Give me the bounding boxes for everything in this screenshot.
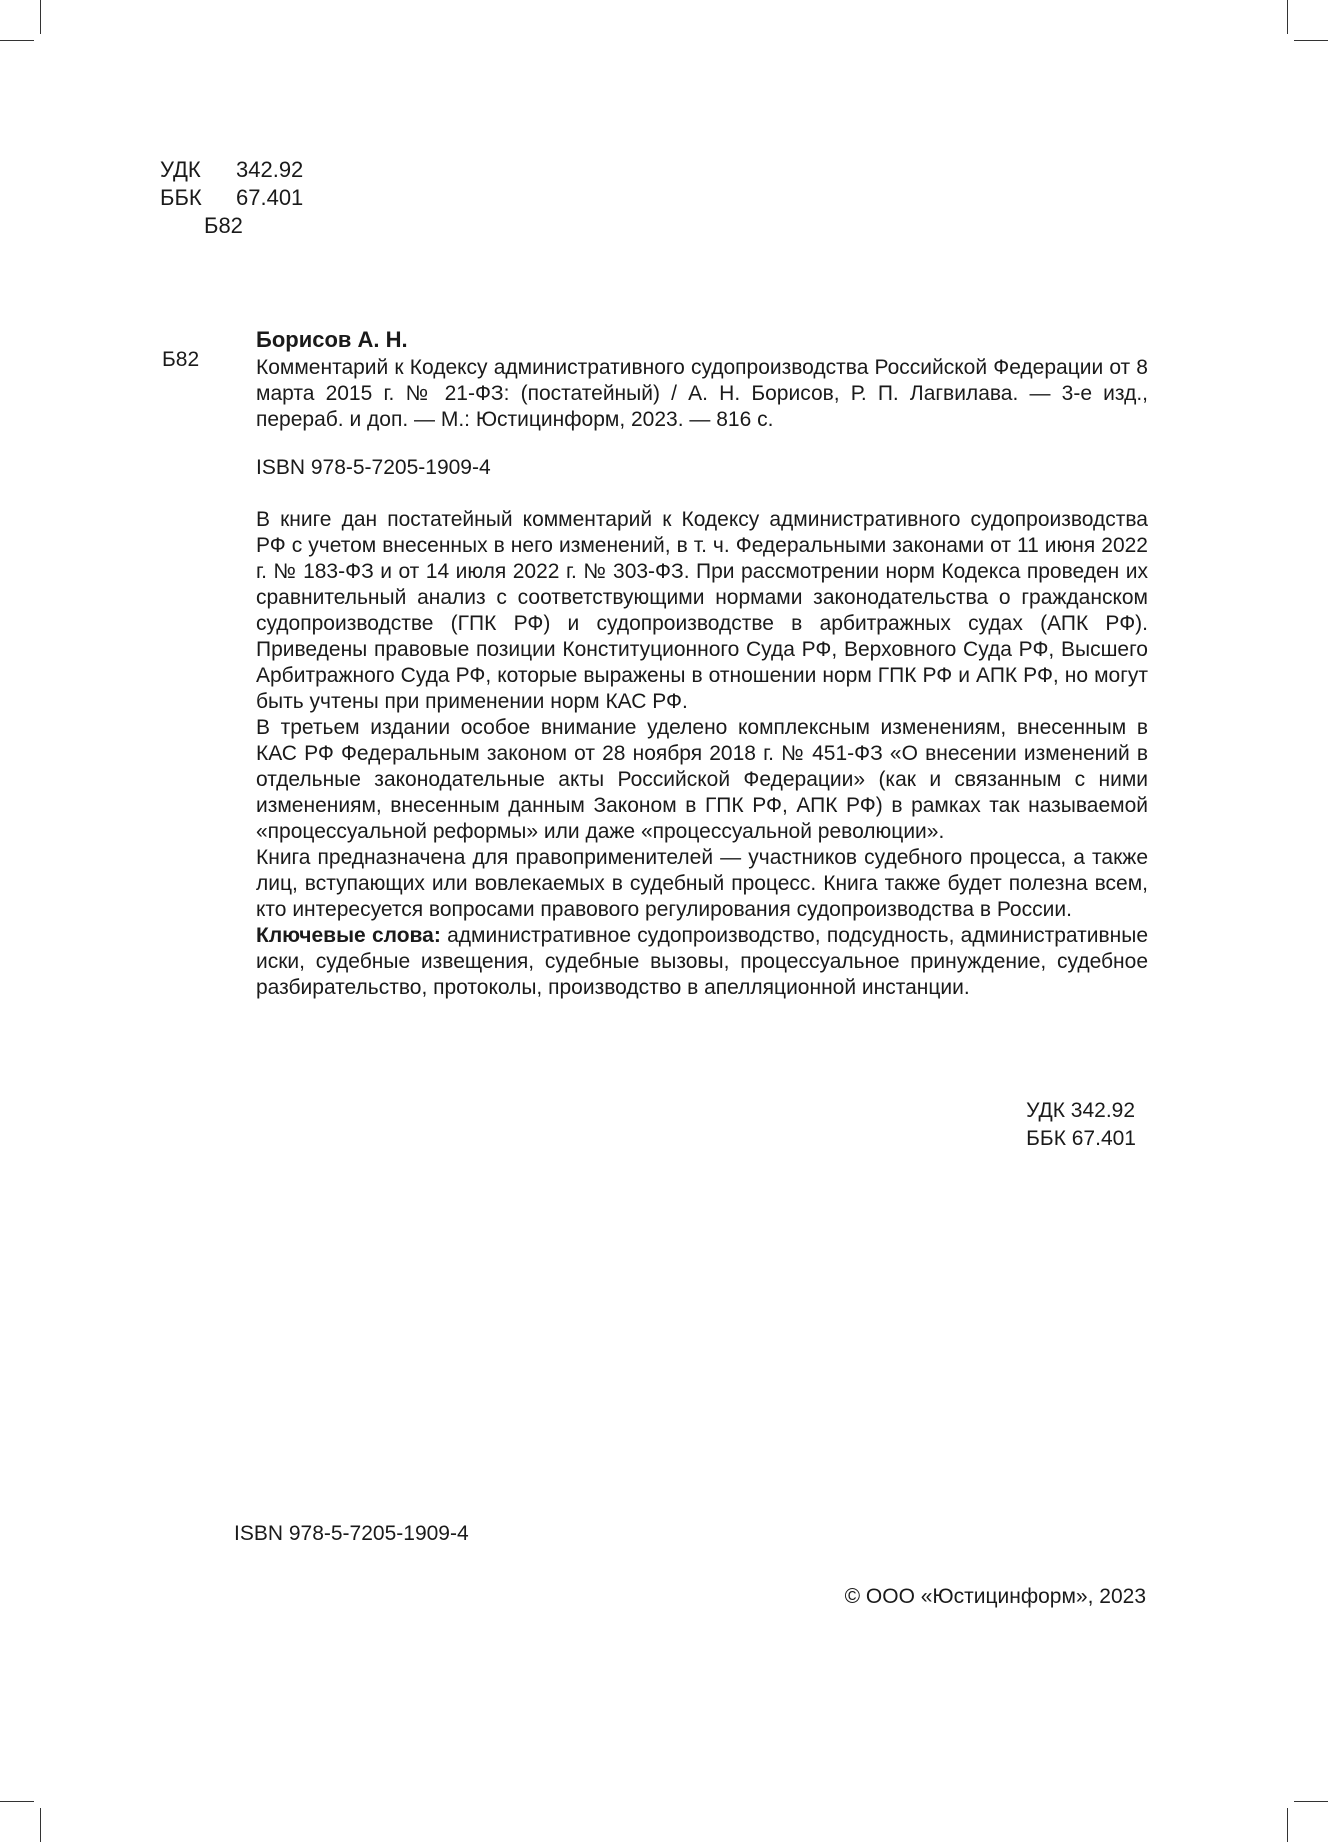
- crop-mark-top-left-horizontal: [0, 40, 34, 41]
- classification-bottom: [1026, 1097, 1136, 1153]
- abstract-paragraph-1: В книге дан постатейный комментарий к Кодексу административного судопроизводства РФ с учетом внесенных в него изменений, в т. ч. Федеральными законами от 11 июня 2022 г. № 183-ФЗ и от 14 июля 2022 г. № 303-ФЗ. При рассмотрении норм Кодекса проведен их сравнительный анализ с соответствующими нормами законодательства о гражданском судопроизводстве (ГПК РФ) и судопроизводстве в арбитражных судах (АПК РФ). Приведены правовые позиции Конституционного Суда РФ, Верховного Суда РФ, Высшего Арбитражного Суда РФ, которые выражены в отношении норм ГПК РФ и АПК РФ, но могут быть учтены при применении норм КАС РФ.: [256, 508, 1148, 713]
- abstract-paragraph-2: В третьем издании особое внимание уделено комплексным изменениям, внесенным в КАС РФ Федеральным законом от 28 ноября 2018 г. № 451-ФЗ «О внесении изменений в отдельные законодательные акты Российской Федерации» (как и связанным с ними изменениям, внесенным данным Законом в ГПК РФ, АПК РФ) в рамках так называемой «процессуальной реформы» или даже «процессуальной революции».: [256, 716, 1148, 843]
- copyright: © ООО «Юстицинформ», 2023: [844, 1585, 1146, 1608]
- crop-mark-top-right-vertical: [1287, 0, 1288, 34]
- crop-mark-bottom-left-vertical: [40, 1808, 41, 1842]
- bibliographic-description: Комментарий к Кодексу административного судопроизводства Российской Федерации от 8 марта 2015 г. № 21-ФЗ: (постатейный) / А. Н. Борисов, Р. П. Лагвилава. — 3-е изд., перераб. и доп. — М.: Юстицинформ, 2023. — 816 с.: [256, 356, 1148, 431]
- crop-mark-top-right-horizontal: [1294, 40, 1328, 41]
- author-code: Б82: [204, 213, 243, 238]
- crop-mark-bottom-left-horizontal: [0, 1801, 34, 1802]
- udk-row: [160, 156, 303, 184]
- keywords-paragraph: [256, 923, 1148, 1001]
- udk-value: 342.92: [236, 157, 304, 182]
- author-name: Борисов А. Н.: [256, 327, 408, 352]
- bibliographic-entry: [256, 327, 1148, 1001]
- udk-label: УДК: [160, 157, 201, 182]
- bbk-bottom: ББК 67.401: [1026, 1127, 1136, 1150]
- bbk-label: ББК: [160, 185, 202, 210]
- bbk-value: 67.401: [236, 185, 304, 210]
- keywords-text: административное судопроизводство, подсудность, административные иски, судебные извещения, судебные вызовы, процессуальное принуждение, судебное разбирательство, протоколы, производство в апелляционной инстанции.: [256, 924, 1148, 999]
- crop-mark-bottom-right-vertical: [1287, 1808, 1288, 1842]
- bbk-row: [160, 184, 303, 212]
- abstract: [256, 507, 1148, 1001]
- margin-author-code: Б82: [162, 348, 200, 371]
- udk-bottom: УДК 342.92: [1026, 1099, 1136, 1122]
- classification-top: [160, 156, 303, 240]
- author-code-row: [160, 212, 303, 240]
- keywords-label: Ключевые слова:: [256, 924, 441, 947]
- crop-mark-bottom-right-horizontal: [1294, 1801, 1328, 1802]
- abstract-paragraph-3: Книга предназначена для правоприменителей — участников судебного процесса, а также лиц, вступающих или вовлекаемых в судебный процесс. Книга также будет полезна всем, кто интересуется вопросами правового регулирования судопроизводства в России.: [256, 846, 1148, 921]
- crop-mark-top-left-vertical: [40, 0, 41, 34]
- isbn-entry: ISBN 978-5-7205-1909-4: [256, 456, 491, 479]
- isbn-bottom: ISBN 978-5-7205-1909-4: [234, 1522, 469, 1545]
